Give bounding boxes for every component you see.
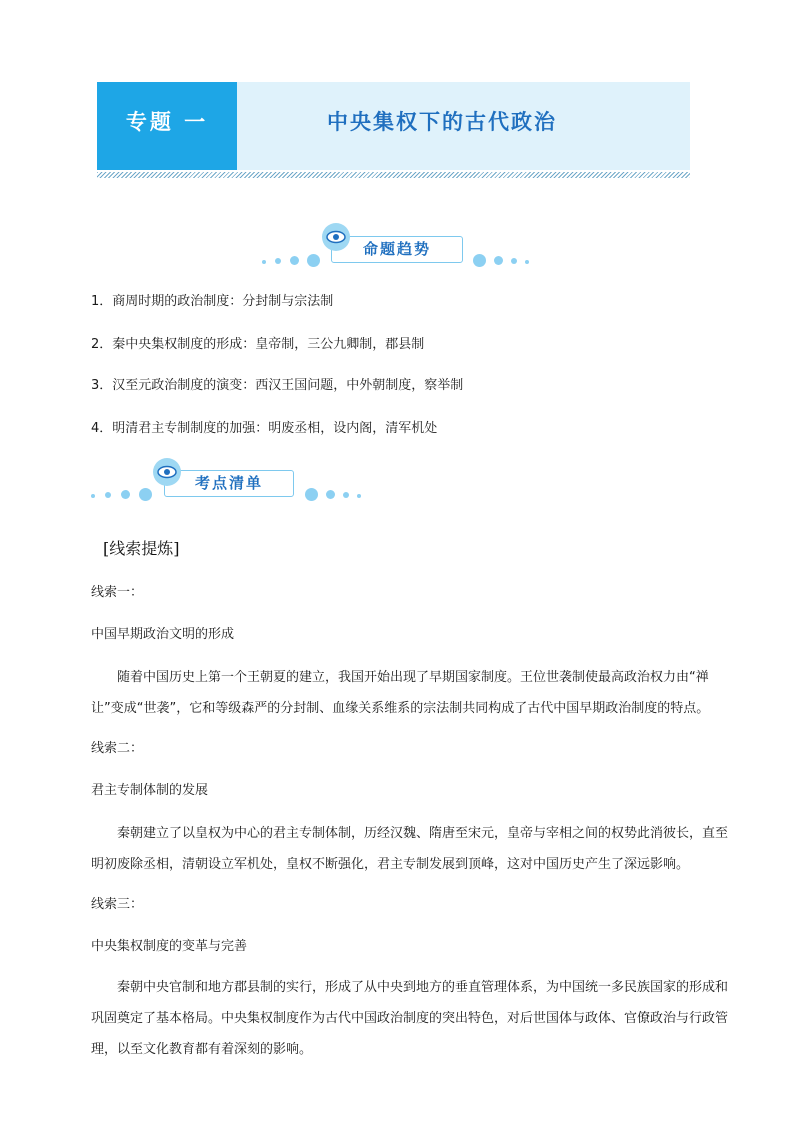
decor-dot	[105, 492, 111, 498]
decor-dot	[357, 494, 361, 498]
decor-dot	[473, 254, 486, 267]
clue-title: 君主专制体制的发展	[91, 783, 209, 798]
clue-label: 线索二：	[91, 741, 144, 756]
trend-item: 4．明清君主专制制度的加强：明废丞相，设内阁，清军机处	[91, 421, 438, 436]
trend-item: 1．商周时期的政治制度：分封制与宗法制	[91, 294, 334, 309]
clue-body: 随着中国历史上第一个王朝夏的建立，我国开始出现了早期国家制度。王位世袭制使最高政治权力由“禅让”变成“世袭”，它和等级森严的分封制、血缘关系维系的宗法制共同构成了古代中国早期政治制度的特点。	[91, 670, 710, 716]
decor-dot	[262, 260, 266, 264]
trend-section-label: 命题趋势	[362, 240, 431, 258]
clue-label: 线索一：	[91, 585, 144, 600]
topic-label: 专题 一	[125, 110, 209, 134]
eye-icon	[322, 223, 350, 251]
decor-dot	[290, 256, 299, 265]
trend-section-header	[331, 236, 463, 263]
clue-label: 线索三：	[91, 897, 144, 912]
decor-dot	[305, 488, 318, 501]
decor-dot	[494, 256, 503, 265]
decor-dot	[139, 488, 152, 501]
trend-item: 2．秦中央集权制度的形成：皇帝制，三公九卿制，郡县制	[91, 337, 425, 352]
trend-item: 3．汉至元政治制度的演变：西汉王国问题，中外朝制度，察举制	[91, 378, 464, 393]
decor-dot	[511, 258, 517, 264]
decor-dot	[525, 260, 529, 264]
decor-dot	[326, 490, 335, 499]
clue-title: 中国早期政治文明的形成	[91, 627, 235, 642]
checklist-section-label: 考点清单	[194, 474, 263, 492]
page-title: 中央集权下的古代政治	[327, 110, 557, 134]
eye-icon	[153, 458, 181, 486]
decor-dot	[275, 258, 281, 264]
clue-title: 中央集权制度的变革与完善	[91, 939, 248, 954]
decor-dot	[121, 490, 130, 499]
banner-hatch-divider	[97, 172, 690, 178]
clues-heading: [线索提炼]	[103, 539, 180, 558]
decor-dot	[343, 492, 349, 498]
checklist-section-header	[164, 470, 294, 497]
clue-body: 秦朝中央官制和地方郡县制的实行，形成了从中央到地方的垂直管理体系，为中国统一多民族国家的形成和巩固奠定了基本格局。中央集权制度作为古代中国政治制度的突出特色，对后世国体与政体、官僚政治与行政管理，以至文化教育都有着深刻的影响。	[91, 980, 729, 1057]
decor-dot	[91, 494, 95, 498]
decor-dot	[307, 254, 320, 267]
clue-body: 秦朝建立了以皇权为中心的君主专制体制，历经汉魏、隋唐至宋元，皇帝与宰相之间的权势此消彼长，直至明初废除丞相，清朝设立军机处，皇权不断强化，君主专制发展到顶峰，这对中国历史产生了深远影响。	[91, 826, 729, 872]
